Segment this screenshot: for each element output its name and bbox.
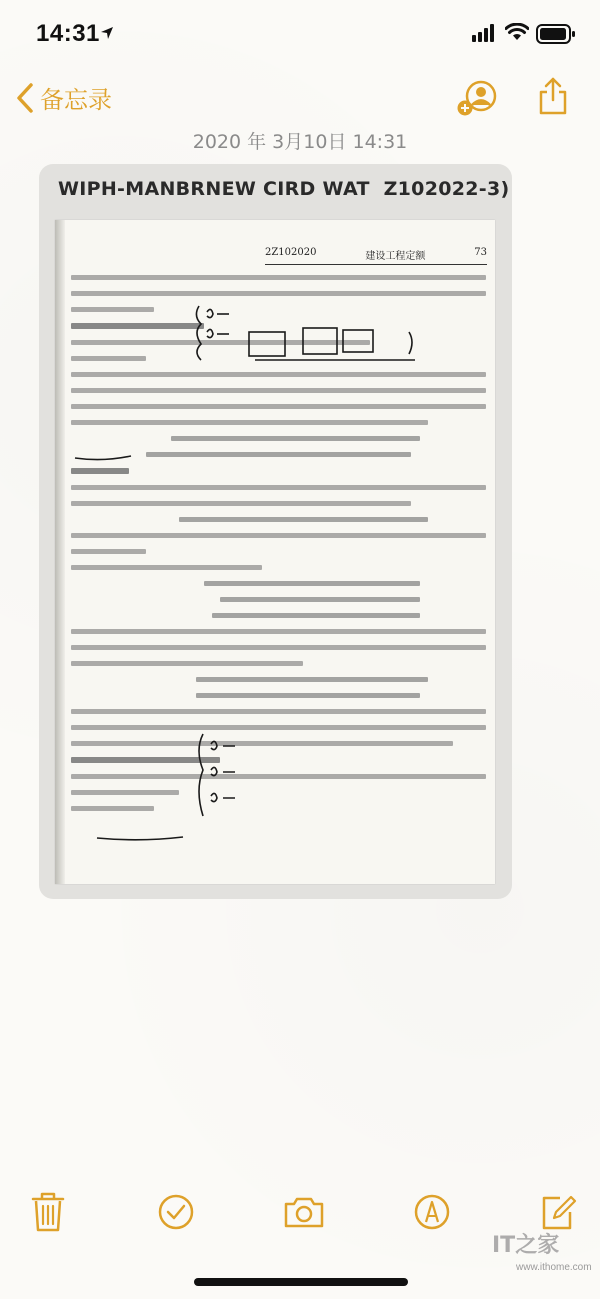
handwritten-annotation	[195, 302, 475, 362]
text-line	[71, 388, 486, 393]
handwritten-underline	[73, 450, 133, 464]
nav-bar	[0, 70, 600, 126]
page-binding-shadow	[55, 220, 65, 884]
text-line	[71, 725, 486, 730]
cellular-signal-icon	[472, 24, 496, 42]
checkmark-circle-icon	[156, 1190, 196, 1234]
scanned-document-card[interactable]	[39, 164, 512, 899]
text-line	[71, 533, 486, 538]
formula-line	[179, 517, 428, 522]
status-bar	[0, 0, 600, 70]
camera-icon	[282, 1190, 326, 1234]
note-date: 2020 年 3月10日 14:31	[192, 131, 408, 153]
text-line	[71, 468, 129, 474]
share-button[interactable]	[537, 76, 569, 120]
wifi-icon	[505, 23, 529, 41]
text-line	[71, 323, 204, 329]
text-line	[71, 806, 154, 811]
text-line	[71, 661, 303, 666]
text-line	[71, 404, 486, 409]
text-line	[71, 774, 486, 779]
camera-button[interactable]	[282, 1190, 326, 1238]
scan-title: WIPH-MANBRNEW CIRD WAT Z102022-3)	[58, 178, 510, 200]
text-line	[71, 629, 486, 634]
battery-icon	[536, 24, 576, 44]
location-arrow-icon	[100, 26, 114, 40]
text-line	[71, 501, 411, 506]
checklist-button[interactable]	[156, 1190, 196, 1238]
watermark-url: www.ithome.com	[516, 1262, 592, 1273]
text-line	[71, 645, 486, 650]
scanned-page-image	[55, 220, 495, 884]
add-person-icon	[455, 78, 499, 118]
home-indicator[interactable]	[194, 1278, 408, 1286]
text-line	[71, 549, 146, 554]
formula-line	[146, 452, 412, 457]
formula-line	[196, 677, 428, 682]
trash-icon	[28, 1190, 68, 1234]
page-header	[265, 247, 487, 265]
text-line	[71, 741, 453, 746]
text-line	[71, 565, 262, 570]
text-line	[71, 275, 486, 280]
watermark-logo: IT之家	[492, 1233, 560, 1258]
text-line	[71, 307, 154, 312]
add-people-button[interactable]	[455, 78, 499, 122]
page-section: 建设工程定额	[365, 251, 426, 262]
text-line	[71, 372, 486, 377]
page-code: 2Z102020	[265, 247, 317, 258]
text-line	[71, 485, 486, 490]
text-line	[71, 291, 486, 296]
text-line	[71, 709, 486, 714]
share-icon	[537, 76, 569, 116]
handwritten-underline	[95, 832, 185, 846]
formula-line	[212, 613, 420, 618]
back-label: 备忘录	[40, 86, 112, 114]
chevron-left-icon	[16, 82, 34, 114]
back-button[interactable]	[16, 80, 112, 115]
page-number: 73	[474, 247, 487, 258]
formula-line	[171, 436, 420, 441]
pen-tip-icon	[412, 1190, 452, 1234]
formula-line	[220, 597, 419, 602]
text-line	[71, 420, 428, 425]
delete-button[interactable]	[28, 1190, 68, 1238]
text-line	[71, 790, 179, 795]
status-time: 14:31	[36, 20, 100, 47]
text-line	[71, 356, 146, 361]
handwritten-brace	[195, 730, 255, 820]
markup-button[interactable]	[412, 1190, 452, 1238]
formula-line	[196, 693, 420, 698]
formula-line	[204, 581, 420, 586]
